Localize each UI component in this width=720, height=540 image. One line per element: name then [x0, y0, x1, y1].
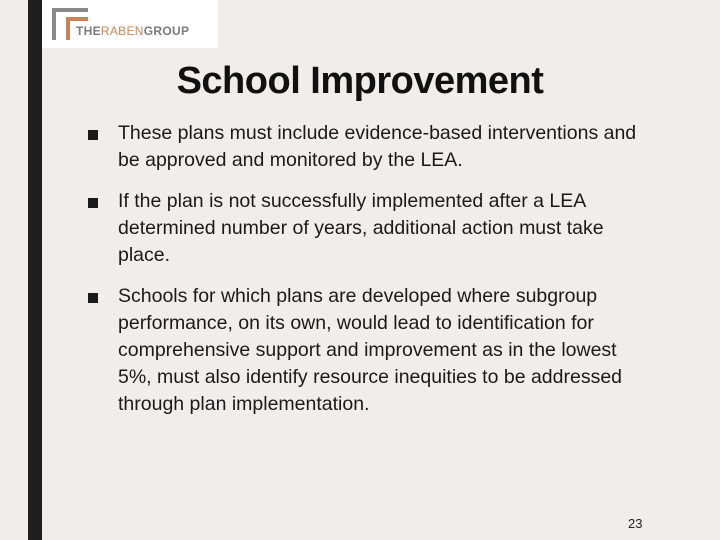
- square-bullet-icon: [88, 130, 98, 140]
- logo-text-group: GROUP: [143, 24, 190, 38]
- slide-title: School Improvement: [176, 60, 544, 102]
- logo-wordmark: [76, 24, 189, 38]
- bullet-list: [88, 120, 648, 432]
- bullet-item: [88, 283, 648, 418]
- page-number: 23: [628, 516, 643, 531]
- bullet-item: [88, 120, 648, 174]
- bullet-text: If the plan is not successfully implemented after a LEA determined number of years, additional action must take place.: [118, 190, 604, 266]
- company-logo: [42, 0, 218, 48]
- square-bullet-icon: [88, 293, 98, 303]
- square-bullet-icon: [88, 198, 98, 208]
- bullet-text: Schools for which plans are developed where subgroup performance, on its own, would lead to identification for comprehensive support and improvement as in the lowest 5%, must also identify resource inequities to be addressed through plan implementation.: [118, 285, 623, 415]
- logo-text-the: THE: [76, 24, 101, 38]
- bullet-item: [88, 188, 648, 269]
- logo-text-raben: RABEN: [100, 24, 144, 38]
- bullet-text: These plans must include evidence-based interventions and be approved and monitored by the LEA.: [118, 122, 637, 171]
